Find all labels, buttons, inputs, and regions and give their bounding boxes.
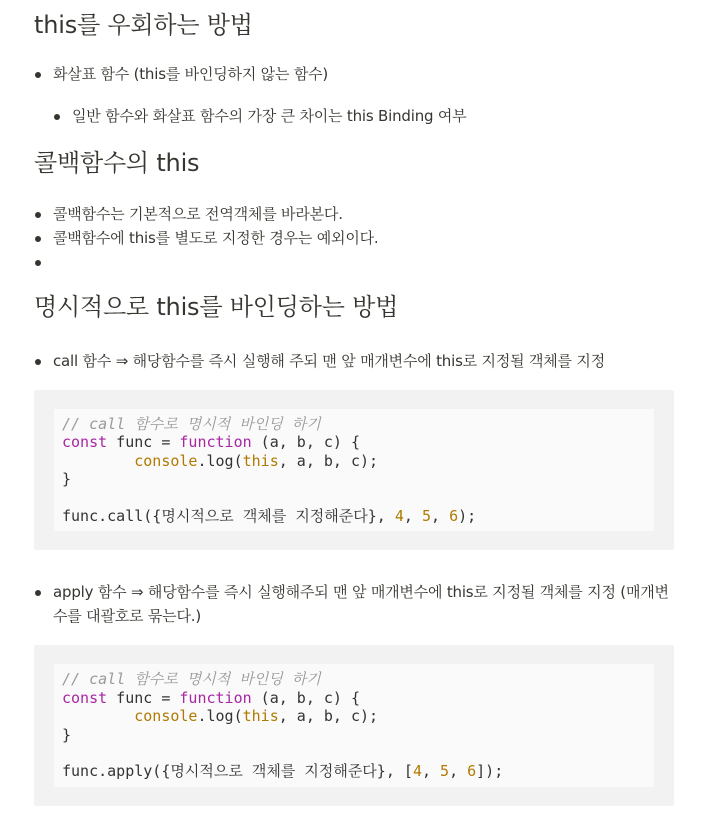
- heading-explicit-binding: 명시적으로 this를 바인딩하는 방법: [34, 293, 399, 321]
- keyword: function: [179, 688, 252, 707]
- list-item: call 함수 ⇒ 해당함수를 즉시 실행해 주되 맨 앞 매개변수에 this로 지정될 객체를 지정: [34, 349, 674, 373]
- code-text: func =: [107, 688, 180, 707]
- list-item: 일반 함수와 화살표 함수의 가장 큰 차이는 this Binding 여부: [53, 104, 674, 128]
- code-text: func =: [107, 433, 180, 452]
- keyword: this: [242, 707, 279, 726]
- code-block-call: [34, 390, 674, 550]
- code-text: ,: [403, 507, 422, 526]
- list-item: 콜백함수는 기본적으로 전역객체를 바라본다.: [34, 202, 674, 226]
- code-text: , a, b, c);: [278, 451, 379, 470]
- code-text: ,: [421, 762, 441, 781]
- bullet-list: [34, 580, 674, 628]
- keyword: function: [179, 433, 252, 452]
- code-identifier: console: [134, 451, 198, 470]
- code-identifier: console: [134, 707, 198, 726]
- code-content[interactable]: [54, 664, 654, 786]
- code-text: .log(: [197, 707, 243, 726]
- code-text: }: [62, 725, 72, 744]
- list-item: apply 함수 ⇒ 해당함수를 즉시 실행해주되 맨 앞 매개변수에 this로 지정될 객체를 지정 (매개변수를 대괄호로 묶는다.): [34, 580, 674, 628]
- code-number: 4: [412, 762, 422, 781]
- keyword: this: [242, 451, 279, 470]
- code-text: (a, b, c) {: [251, 433, 361, 452]
- code-text: ,: [431, 507, 450, 526]
- code-comment: // call 함수로 명시적 바인딩 하기: [62, 670, 321, 689]
- keyword: const: [62, 433, 108, 452]
- code-content[interactable]: [54, 409, 654, 531]
- empty-list-item[interactable]: [34, 250, 674, 274]
- code-text: func.call({명시적으로 객체를 지정해준다},: [62, 507, 395, 526]
- sub-bullet-list: [34, 104, 674, 128]
- bullet-list: [34, 62, 674, 86]
- code-indent: [62, 707, 134, 725]
- heading-callback-this: 콜백함수의 this: [34, 149, 200, 177]
- code-text: (a, b, c) {: [251, 688, 361, 707]
- bullet-list: [34, 202, 674, 274]
- code-number: 5: [421, 507, 431, 526]
- code-indent: [62, 452, 134, 470]
- code-number: 6: [467, 762, 477, 781]
- heading-bypass-this: this를 우회하는 방법: [34, 11, 253, 39]
- code-block-apply: [34, 645, 674, 805]
- code-number: 4: [394, 507, 404, 526]
- code-number: 6: [449, 507, 459, 526]
- code-text: func.apply({명시적으로 객체를 지정해준다}, [: [62, 762, 413, 781]
- list-item: 화살표 함수 (this를 바인딩하지 않는 함수): [34, 62, 674, 86]
- code-text: );: [458, 507, 477, 526]
- bullet-list: [34, 349, 674, 373]
- code-number: 5: [440, 762, 450, 781]
- code-text: .log(: [197, 451, 243, 470]
- keyword: const: [62, 688, 108, 707]
- code-text: ,: [449, 762, 468, 781]
- code-text: }: [62, 470, 72, 489]
- code-comment: // call 함수로 명시적 바인딩 하기: [62, 415, 321, 433]
- code-text: , a, b, c);: [278, 707, 379, 726]
- code-text: ]);: [476, 762, 504, 781]
- list-item: 콜백함수에 this를 별도로 지정한 경우는 예외이다.: [34, 226, 674, 250]
